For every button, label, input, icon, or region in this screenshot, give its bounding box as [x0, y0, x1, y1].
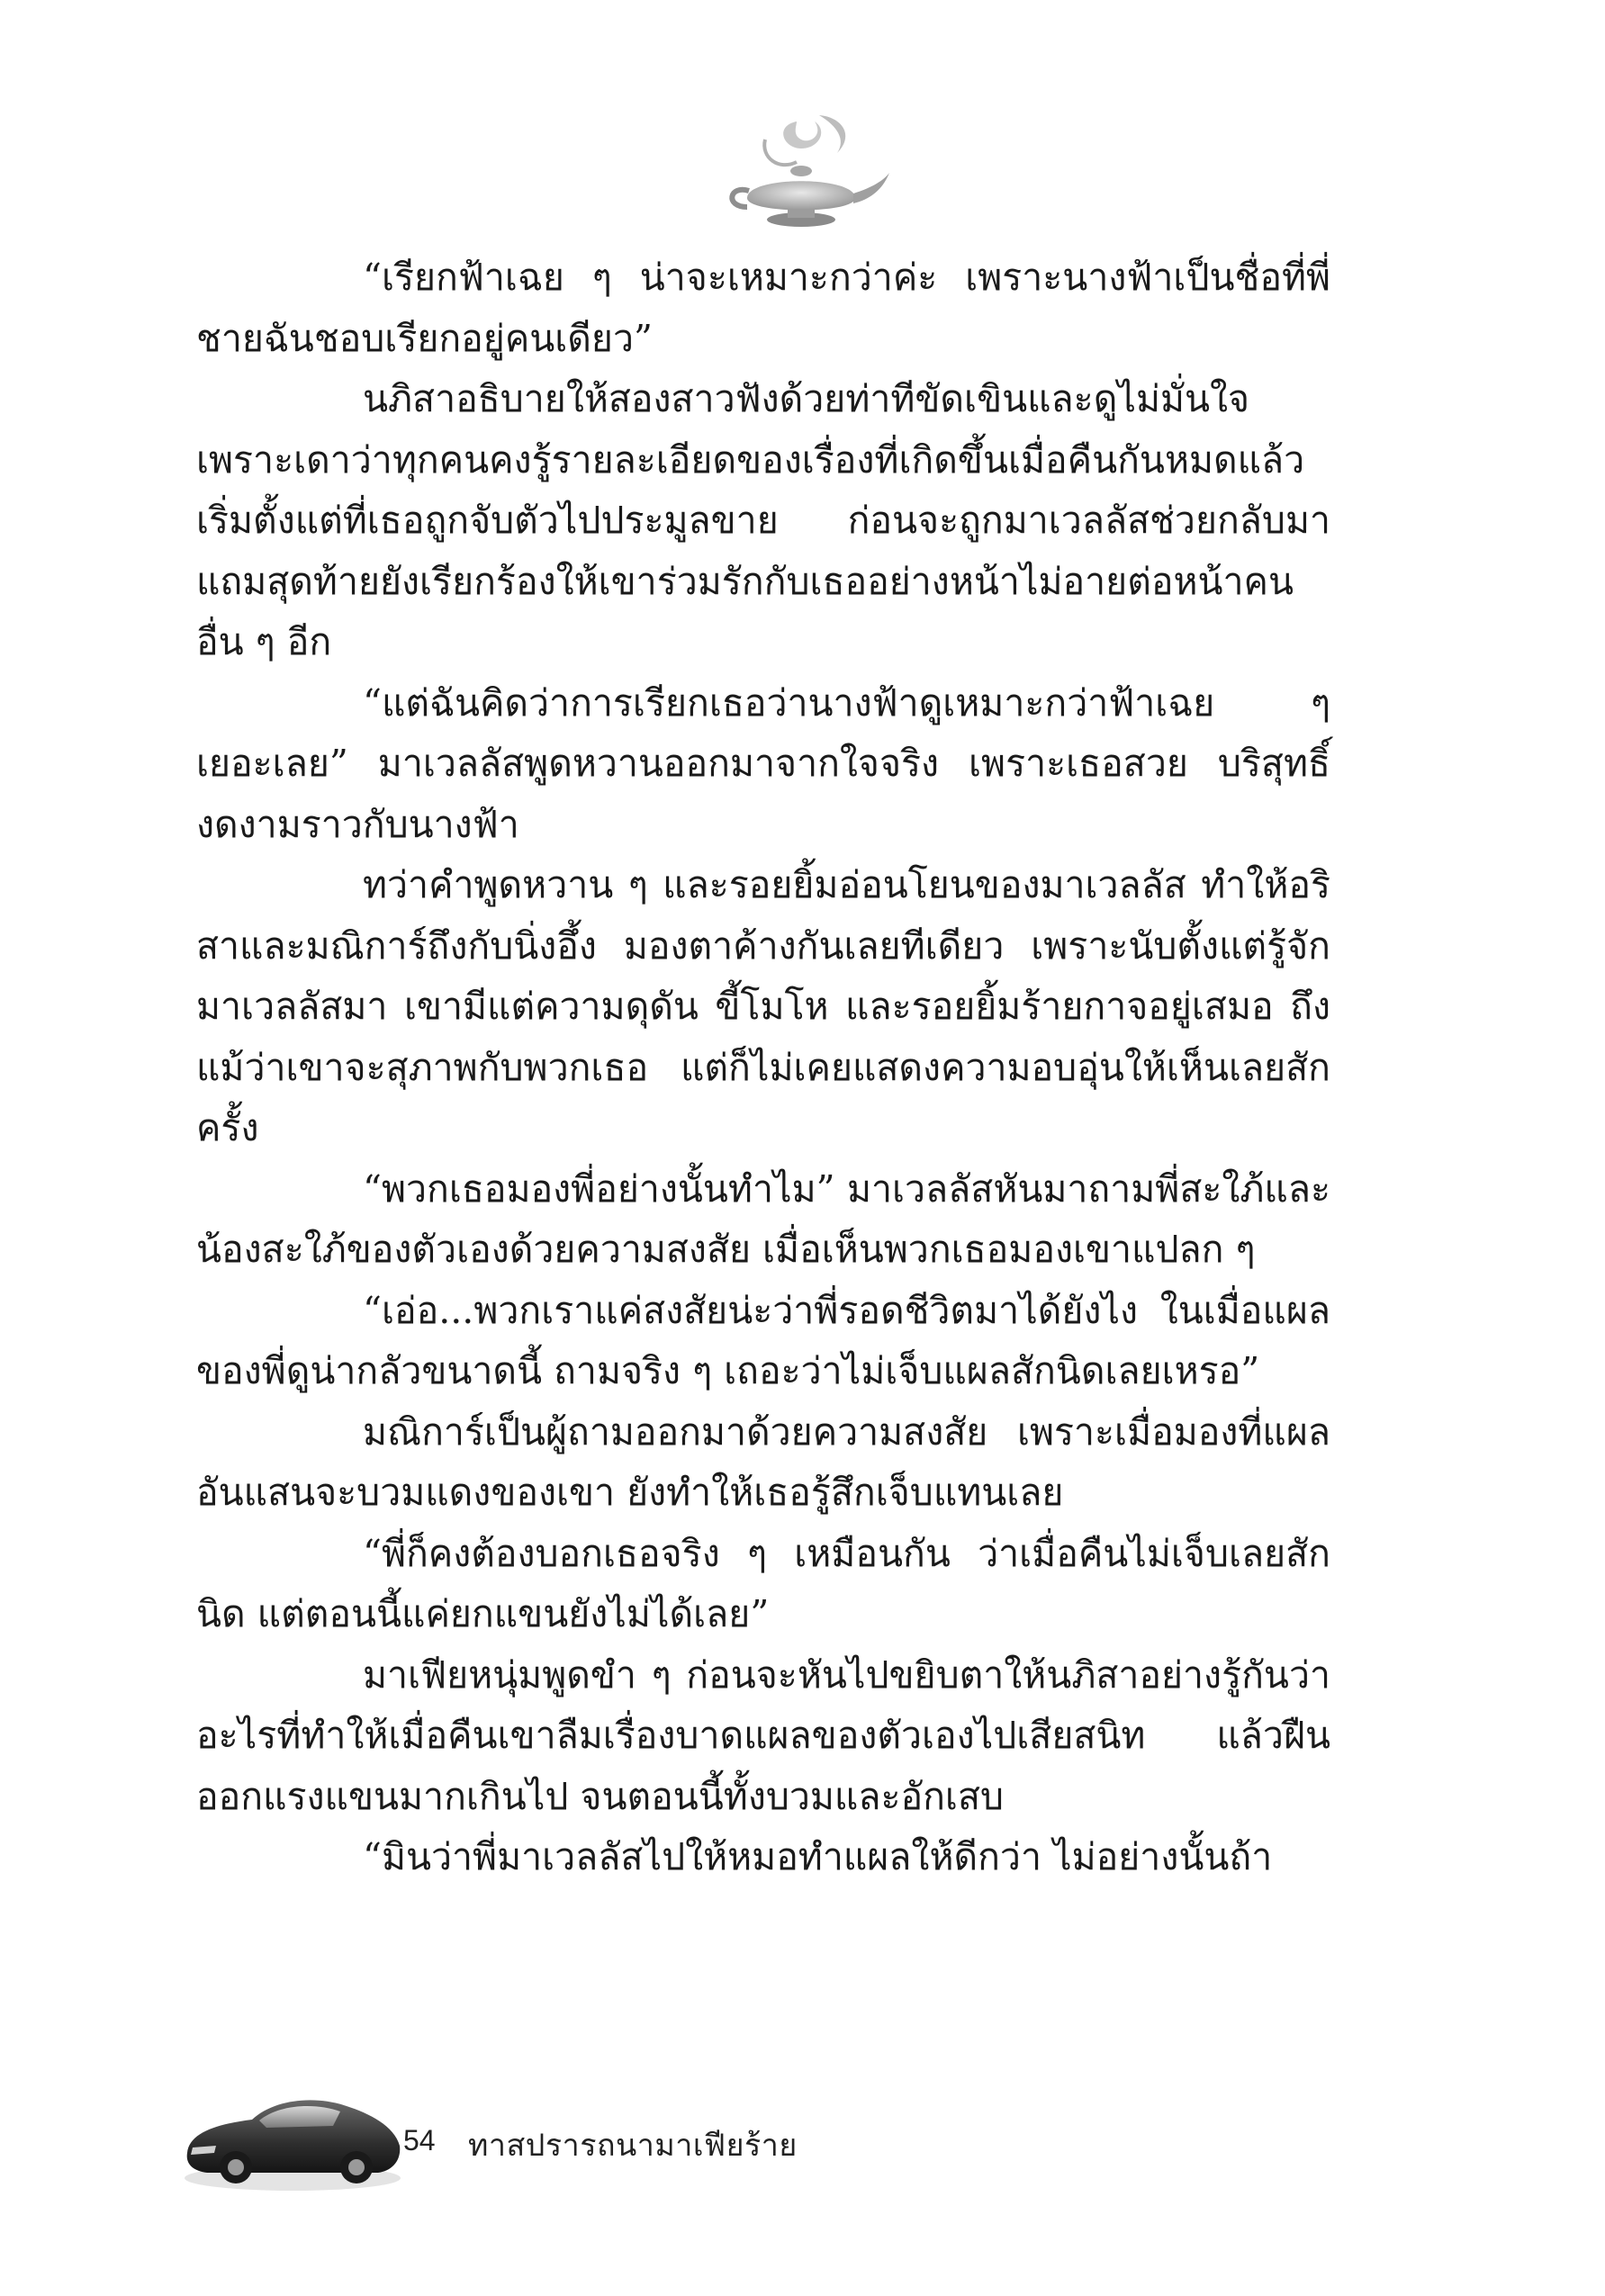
- car-icon: [180, 2070, 405, 2196]
- paragraph: “แต่ฉันคิดว่าการเรียกเธอว่านางฟ้าดูเหมาะกว่าฟ้าเฉย ๆ เยอะเลย” มาเวลลัสพูดหวานออกมาจากใจจริง เพราะเธอสวย บริสุทธิ์งดงามราวกับนางฟ้า: [196, 680, 1330, 846]
- book-title: ทาสปรารถนามาเฟียร้าย: [468, 2129, 798, 2163]
- paragraph: มาเฟียหนุ่มพูดขำ ๆ ก่อนจะหันไปขยิบตาให้นภิสาอย่างรู้กันว่าอะไรที่ทำให้เมื่อคืนเขาลืมเรื่องบาดแผลของตัวเองไปเสียสนิท แล้วฝืนออกแรงแขนมากเกินไป จนตอนนี้ทั้งบวมและอักเสบ: [196, 1652, 1330, 1818]
- paragraph: “พี่ก็คงต้องบอกเธอจริง ๆ เหมือนกัน ว่าเมื่อคืนไม่เจ็บเลยสักนิด แต่ตอนนี้แค่ยกแขนยังไม่ได้เลย”: [196, 1531, 1330, 1635]
- paragraph: มณิการ์เป็นผู้ถามออกมาด้วยความสงสัย เพราะเมื่อมองที่แผลอันแสนจะบวมแดงของเขา ยังทำให้เธอรู้สึกเจ็บแทนเลย: [196, 1409, 1330, 1514]
- page-footer: [180, 2070, 990, 2196]
- page-number: 54: [403, 2124, 436, 2156]
- paragraph: “เอ่อ...พวกเราแค่สงสัยน่ะว่าพี่รอดชีวิตมาได้ยังไง ในเมื่อแผลของพี่ดูน่ากลัวขนาดนี้ ถามจริง ๆ เถอะว่าไม่เจ็บแผลสักนิดเลยเหรอ”: [196, 1288, 1330, 1392]
- genie-lamp-icon: [711, 108, 891, 243]
- paragraph: “เรียกฟ้าเฉย ๆ น่าจะเหมาะกว่าค่ะ เพราะนางฟ้าเป็นชื่อที่พี่ชายฉันชอบเรียกอยู่คนเดียว”: [196, 256, 1330, 360]
- paragraph: “มินว่าพี่มาเวลลัสไปให้หมอทำแผลให้ดีกว่า ไม่อย่างนั้นถ้า: [363, 1835, 1273, 1878]
- paragraph: นภิสาอธิบายให้สองสาวฟังด้วยท่าทีขัดเขินและดูไม่มั่นใจ เพราะเดาว่าทุกคนคงรู้รายละเอียดของเรื่องที่เกิดขึ้นเมื่อคืนกันหมดแล้ว เริ่มตั้งแต่ที่เธอถูกจับตัวไปประมูลขาย ก่อนจะถูกมาเวลลัสช่วยกลับมา แถมสุดท้ายยังเรียกร้องให้เขาร่วมรักกับเธออย่างหน้าไม่อายต่อหน้าคนอื่น ๆ อีก: [196, 377, 1330, 663]
- body-text: [196, 248, 1330, 1888]
- paragraph: “พวกเธอมองพี่อย่างนั้นทำไม” มาเวลลัสหันมาถามพี่สะใภ้และน้องสะใภ้ของตัวเองด้วยความสงสัย เมื่อเห็นพวกเธอมองเขาแปลก ๆ: [196, 1166, 1330, 1271]
- paragraph: ทว่าคำพูดหวาน ๆ และรอยยิ้มอ่อนโยนของมาเวลลัส ทำให้อริสาและมณิการ์ถึงกับนิ่งอึ้ง มองตาค้างกันเลยทีเดียว เพราะนับตั้งแต่รู้จักมาเวลลัสมา เขามีแต่ความดุดัน ขี้โมโห และรอยยิ้มร้ายกาจอยู่เสมอ ถึงแม้ว่าเขาจะสุภาพกับพวกเธอ แต่ก็ไม่เคยแสดงความอบอุ่นให้เห็นเลยสักครั้ง: [196, 863, 1330, 1149]
